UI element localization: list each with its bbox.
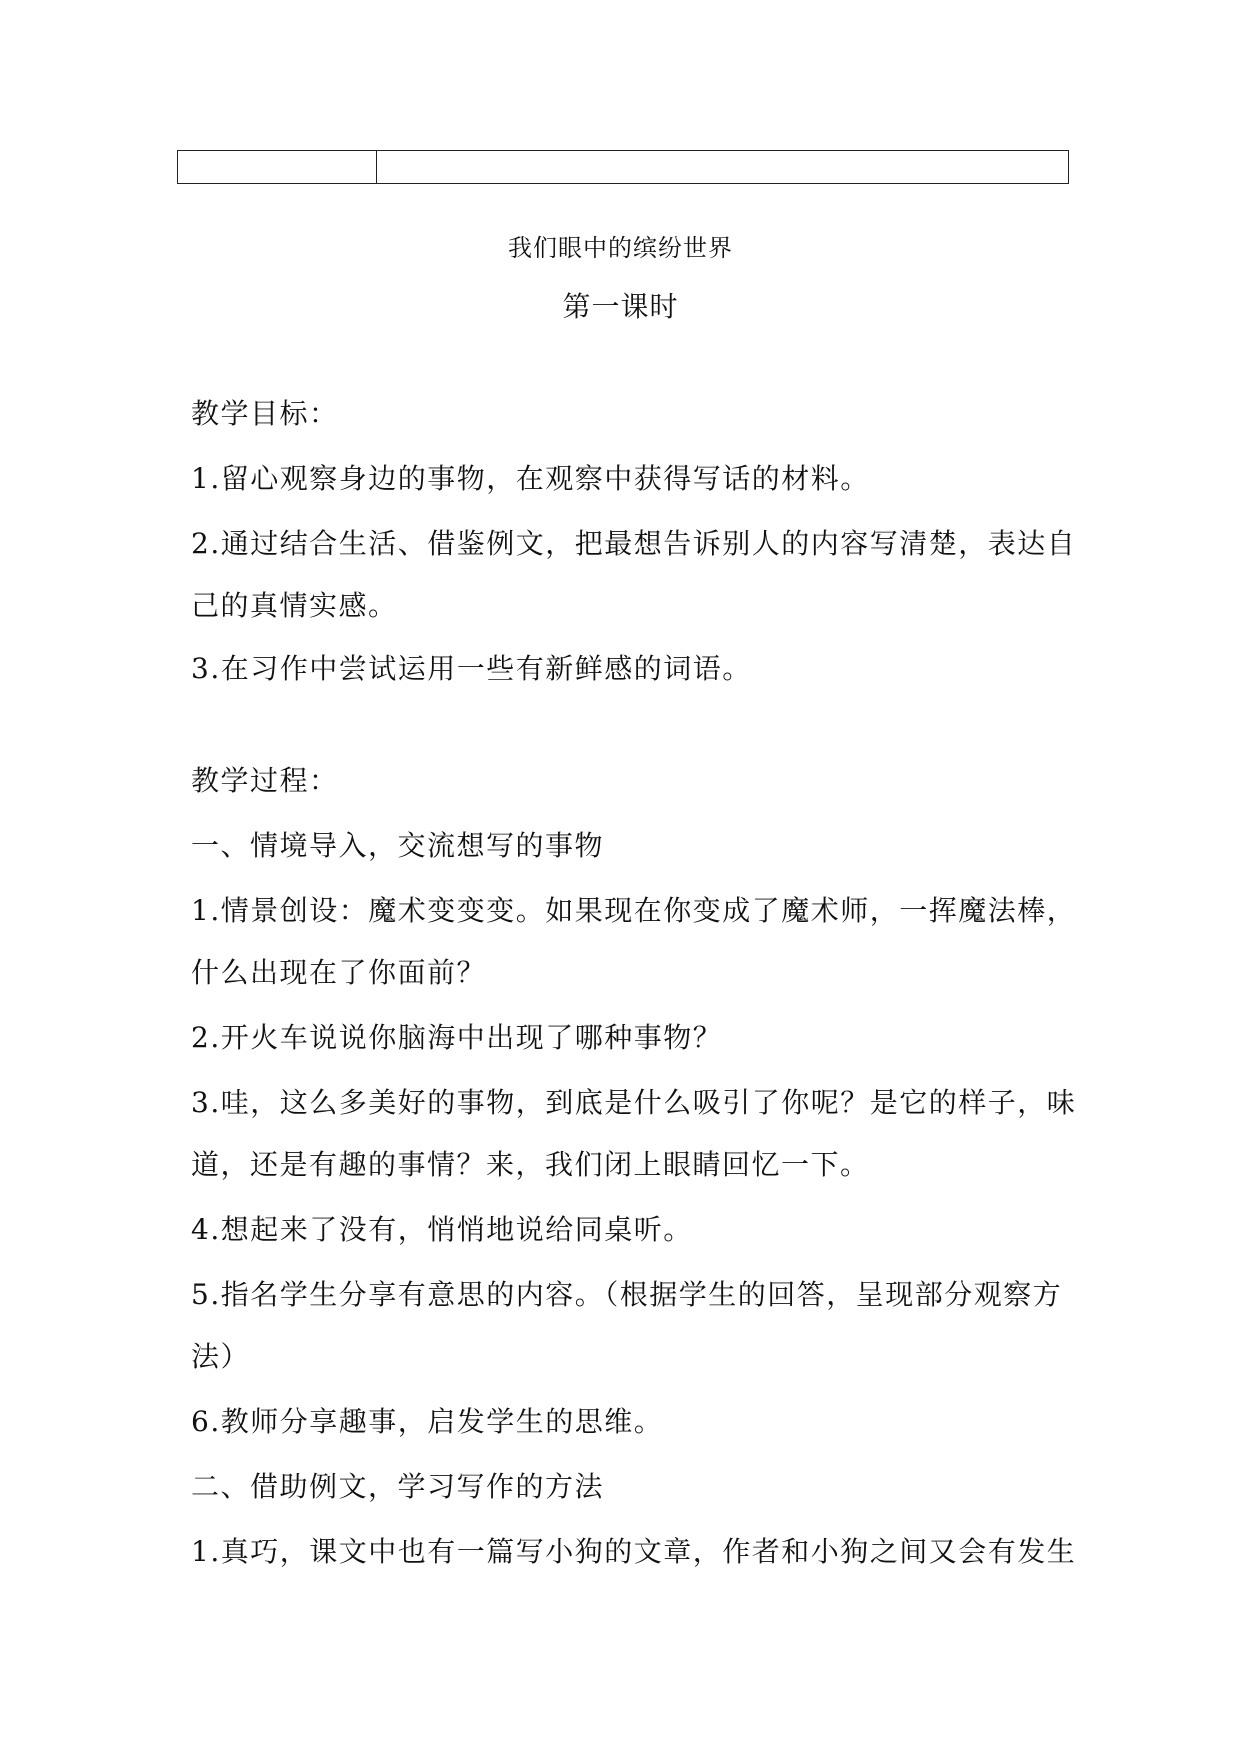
objective-line-1: 1.留心观察身边的事物，在观察中获得写话的材料。 — [191, 462, 870, 495]
header-cell-right — [377, 151, 1068, 183]
objective-line-2: 2.通过结合生活、借鉴例文，把最想告诉别人的内容写清楚，表达自 — [191, 527, 1077, 560]
header-cell-left — [178, 151, 377, 183]
process-line-5: 5.指名学生分享有意思的内容。（根据学生的回答，呈现部分观察方 — [191, 1278, 1063, 1311]
process-step-2-line-1: 1.真巧，课文中也有一篇写小狗的文章，作者和小狗之间又会有发生 — [191, 1535, 1077, 1568]
process-line-3-cont: 道，还是有趣的事情？来，我们闭上眼睛回忆一下。 — [191, 1148, 870, 1181]
process-step-2-heading: 二、借助例文，学习写作的方法 — [191, 1470, 605, 1503]
document-subtitle: 第一课时 — [562, 290, 679, 323]
objective-line-3: 3.在习作中尝试运用一些有新鲜感的词语。 — [191, 652, 752, 685]
objective-line-2-cont: 己的真情实感。 — [191, 589, 398, 622]
process-step-1-heading: 一、情境导入，交流想写的事物 — [191, 829, 605, 862]
process-line-6: 6.教师分享趣事，启发学生的思维。 — [191, 1405, 664, 1438]
section-heading-objectives: 教学目标： — [191, 397, 339, 430]
section-heading-process: 教学过程： — [191, 764, 339, 797]
process-line-1-cont: 什么出现在了你面前？ — [191, 956, 487, 989]
document-title: 我们眼中的缤纷世界 — [508, 234, 733, 262]
process-line-1: 1.情景创设：魔术变变变。如果现在你变成了魔术师，一挥魔法棒， — [191, 894, 1077, 927]
header-table — [177, 150, 1069, 184]
process-line-2: 2.开火车说说你脑海中出现了哪种事物？ — [191, 1021, 723, 1054]
process-line-4: 4.想起来了没有，悄悄地说给同桌听。 — [191, 1213, 693, 1246]
process-line-5-cont: 法） — [191, 1340, 251, 1373]
process-line-3: 3.哇，这么多美好的事物，到底是什么吸引了你呢？是它的样子，味 — [191, 1086, 1077, 1119]
